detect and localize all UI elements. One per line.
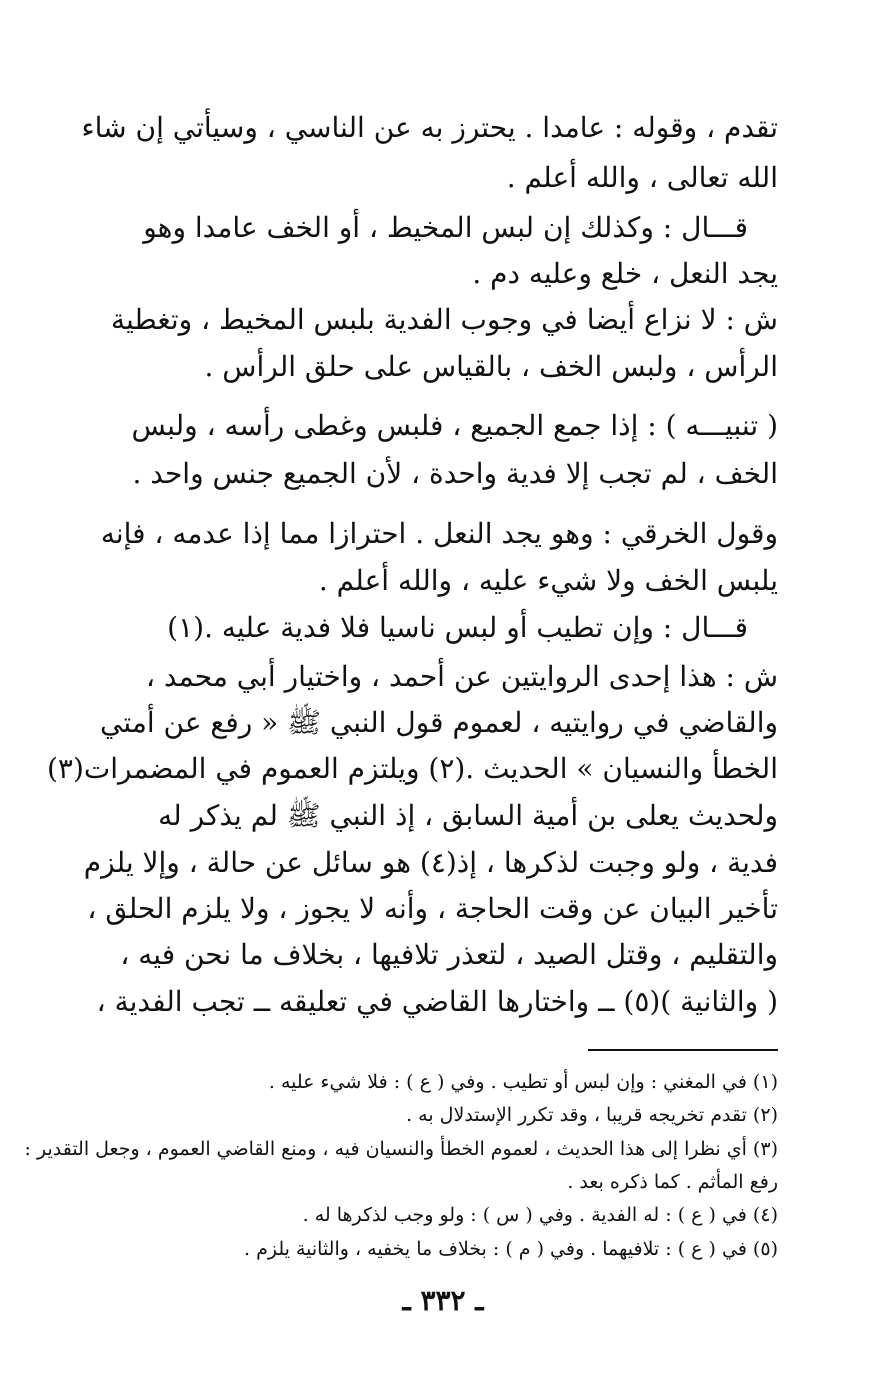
text-line: تأخير البيان عن وقت الحاجة ، وأنه لا يجوز ، ولا يلزم الحلق ، [87, 892, 778, 925]
footnote: (٥) في ( ع ) : تلافيهما . وفي ( م ) : بخلاف ما يخفيه ، والثانية يلزم . [244, 1238, 778, 1260]
footnote: (٢) تقدم تخريجه قريبا ، وقد تكرر الإستدلال به . [406, 1104, 778, 1126]
text-line: الخف ، لم تجب إلا فدية واحدة ، لأن الجميع جنس واحد . [132, 457, 778, 490]
text-line: ولحديث يعلى بن أمية السابق ، إذ النبي ﷺ لم يذكر له [158, 799, 778, 832]
page-number: ـ ٣٣٢ ـ [402, 1284, 484, 1317]
footnote: (٣) أي نظرا إلى هذا الحديث ، لعموم الخطأ والنسيان فيه ، ومنع القاضي العموم ، وجعل التقدير : [24, 1138, 778, 1160]
text-line: الخطأ والنسيان » الحديث .(٢) ويلتزم العموم في المضمرات(٣) [46, 752, 778, 785]
text-line: والتقليم ، وقتل الصيد ، لتعذر تلافيها ، بخلاف ما نحن فيه ، [120, 938, 778, 971]
text-line: يجد النعل ، خلع وعليه دم . [472, 257, 778, 290]
text-line: تقدم ، وقوله : عامدا . يحترز به عن الناسي ، وسيأتي إن شاء [81, 111, 778, 144]
footnote: (٤) في ( ع ) : له الفدية . وفي ( س ) : ولو وجب لذكرها له . [302, 1204, 778, 1226]
text-line: قـــال : وكذلك إن لبس المخيط ، أو الخف عامدا وهو [143, 211, 748, 244]
text-line: قـــال : وإن تطيب أو لبس ناسيا فلا فدية عليه .(١) [167, 611, 748, 644]
text-line: ( تنبيـــه ) : إذا جمع الجميع ، فلبس وغطى رأسه ، ولبس [131, 409, 778, 442]
text-line: فدية ، ولو وجبت لذكرها ، إذ(٤) هو سائل عن حالة ، وإلا يلزم [83, 846, 778, 879]
text-line: والقاضي في روايتيه ، لعموم قول النبي ﷺ « رفع عن أمتي [100, 706, 778, 739]
text-line: الله تعالى ، والله أعلم . [506, 161, 778, 194]
text-line: ش : هذا إحدى الروايتين عن أحمد ، واختيار أبي محمد ، [145, 660, 778, 693]
footnote-separator [588, 1049, 778, 1051]
text-line: ش : لا نزاع أيضا في وجوب الفدية بلبس المخيط ، وتغطية [110, 303, 778, 336]
text-line: وقول الخرقي : وهو يجد النعل . احترازا مما إذا عدمه ، فإنه [100, 517, 778, 550]
footnote: رفع المأثم . كما ذكره بعد . [567, 1171, 778, 1193]
text-line: يلبس الخف ولا شيء عليه ، والله أعلم . [318, 564, 778, 597]
text-line: ( والثانية )(٥) ــ واختارها القاضي في تعليقه ــ تجب الفدية ، [96, 985, 778, 1018]
footnote: (١) في المغني : وإن لبس أو تطيب . وفي ( ع ) : فلا شيء عليه . [268, 1071, 778, 1093]
text-line: الرأس ، ولبس الخف ، بالقياس على حلق الرأس . [204, 350, 778, 383]
